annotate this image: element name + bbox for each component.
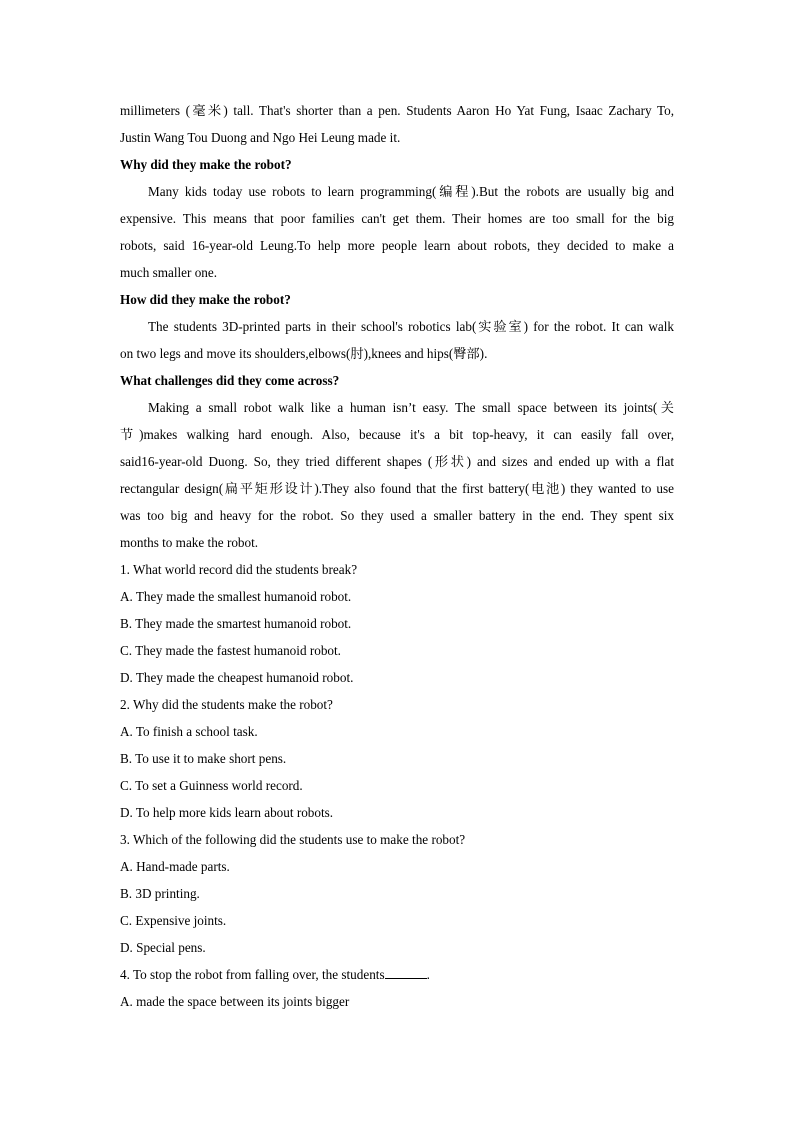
challenges-line-2: 节)makes walking hard enough. Also, because it's a bit top-heavy, it can easily fall over, [120,427,674,442]
question-3-option-b: B. 3D printing. [120,886,200,901]
question-4-stem [120,961,674,988]
document-page [120,97,674,1015]
intro-line-1: millimeters (毫米) tall. That's shorter than a pen. Students Aaron Ho Yat Fung, Isaac Zachary To, [120,103,674,118]
question-3-option-d: D. Special pens. [120,940,206,955]
question-2-option-c: C. To set a Guinness world record. [120,778,303,793]
question-4-stem-end: . [426,967,430,982]
question-2-option-d: D. To help more kids learn about robots. [120,805,334,820]
how-line-2: on two legs and move its shoulders,elbows(肘),knees and hips(臀部). [120,346,488,361]
why-line-1: Many kids today use robots to learn programming(编程).But the robots are usually big and [148,184,674,199]
answer-blank [385,966,427,979]
question-4-option-a: A. made the space between its joints bigger [120,994,350,1009]
challenges-line-1: Making a small robot walk like a human isn’t easy. The small space between its joints(关 [148,400,674,415]
question-3-option-a: A. Hand-made parts. [120,859,230,874]
question-1-option-b: B. They made the smartest humanoid robot. [120,616,352,631]
section-heading-why: Why did they make the robot? [120,157,292,172]
question-1-option-d: D. They made the cheapest humanoid robot. [120,670,354,685]
how-line-1: The students 3D-printed parts in their school's robotics lab(实验室) for the robot. It can walk [148,319,674,334]
question-4-stem-text: 4. To stop the robot from falling over, the students [120,967,385,982]
why-line-4: much smaller one. [120,265,218,280]
question-2-option-a: A. To finish a school task. [120,724,258,739]
question-2-stem: 2. Why did the students make the robot? [120,697,333,712]
challenges-line-5: was too big and heavy for the robot. So they used a smaller battery in the end. They spent six [120,508,674,523]
question-3-stem: 3. Which of the following did the students use to make the robot? [120,832,466,847]
section-heading-challenges: What challenges did they come across? [120,373,340,388]
question-1-option-a: A. They made the smallest humanoid robot. [120,589,352,604]
question-3-option-c: C. Expensive joints. [120,913,227,928]
question-2-option-b: B. To use it to make short pens. [120,751,287,766]
intro-line-2: Justin Wang Tou Duong and Ngo Hei Leung made it. [120,130,401,145]
why-line-3: robots, said 16-year-old Leung.To help more people learn about robots, they decided to make a [120,238,674,253]
question-1-stem: 1. What world record did the students break? [120,562,358,577]
why-line-2: expensive. This means that poor families can't get them. Their homes are too small for the big [120,211,674,226]
challenges-line-6: months to make the robot. [120,535,259,550]
challenges-line-3: said16-year-old Duong. So, they tried different shapes (形状) and sizes and ended up with a flat [120,454,674,469]
challenges-line-4: rectangular design(扁平矩形设计).They also found that the first battery(电池) they wanted to use [120,481,674,496]
question-1-option-c: C. They made the fastest humanoid robot. [120,643,341,658]
section-heading-how: How did they make the robot? [120,292,291,307]
